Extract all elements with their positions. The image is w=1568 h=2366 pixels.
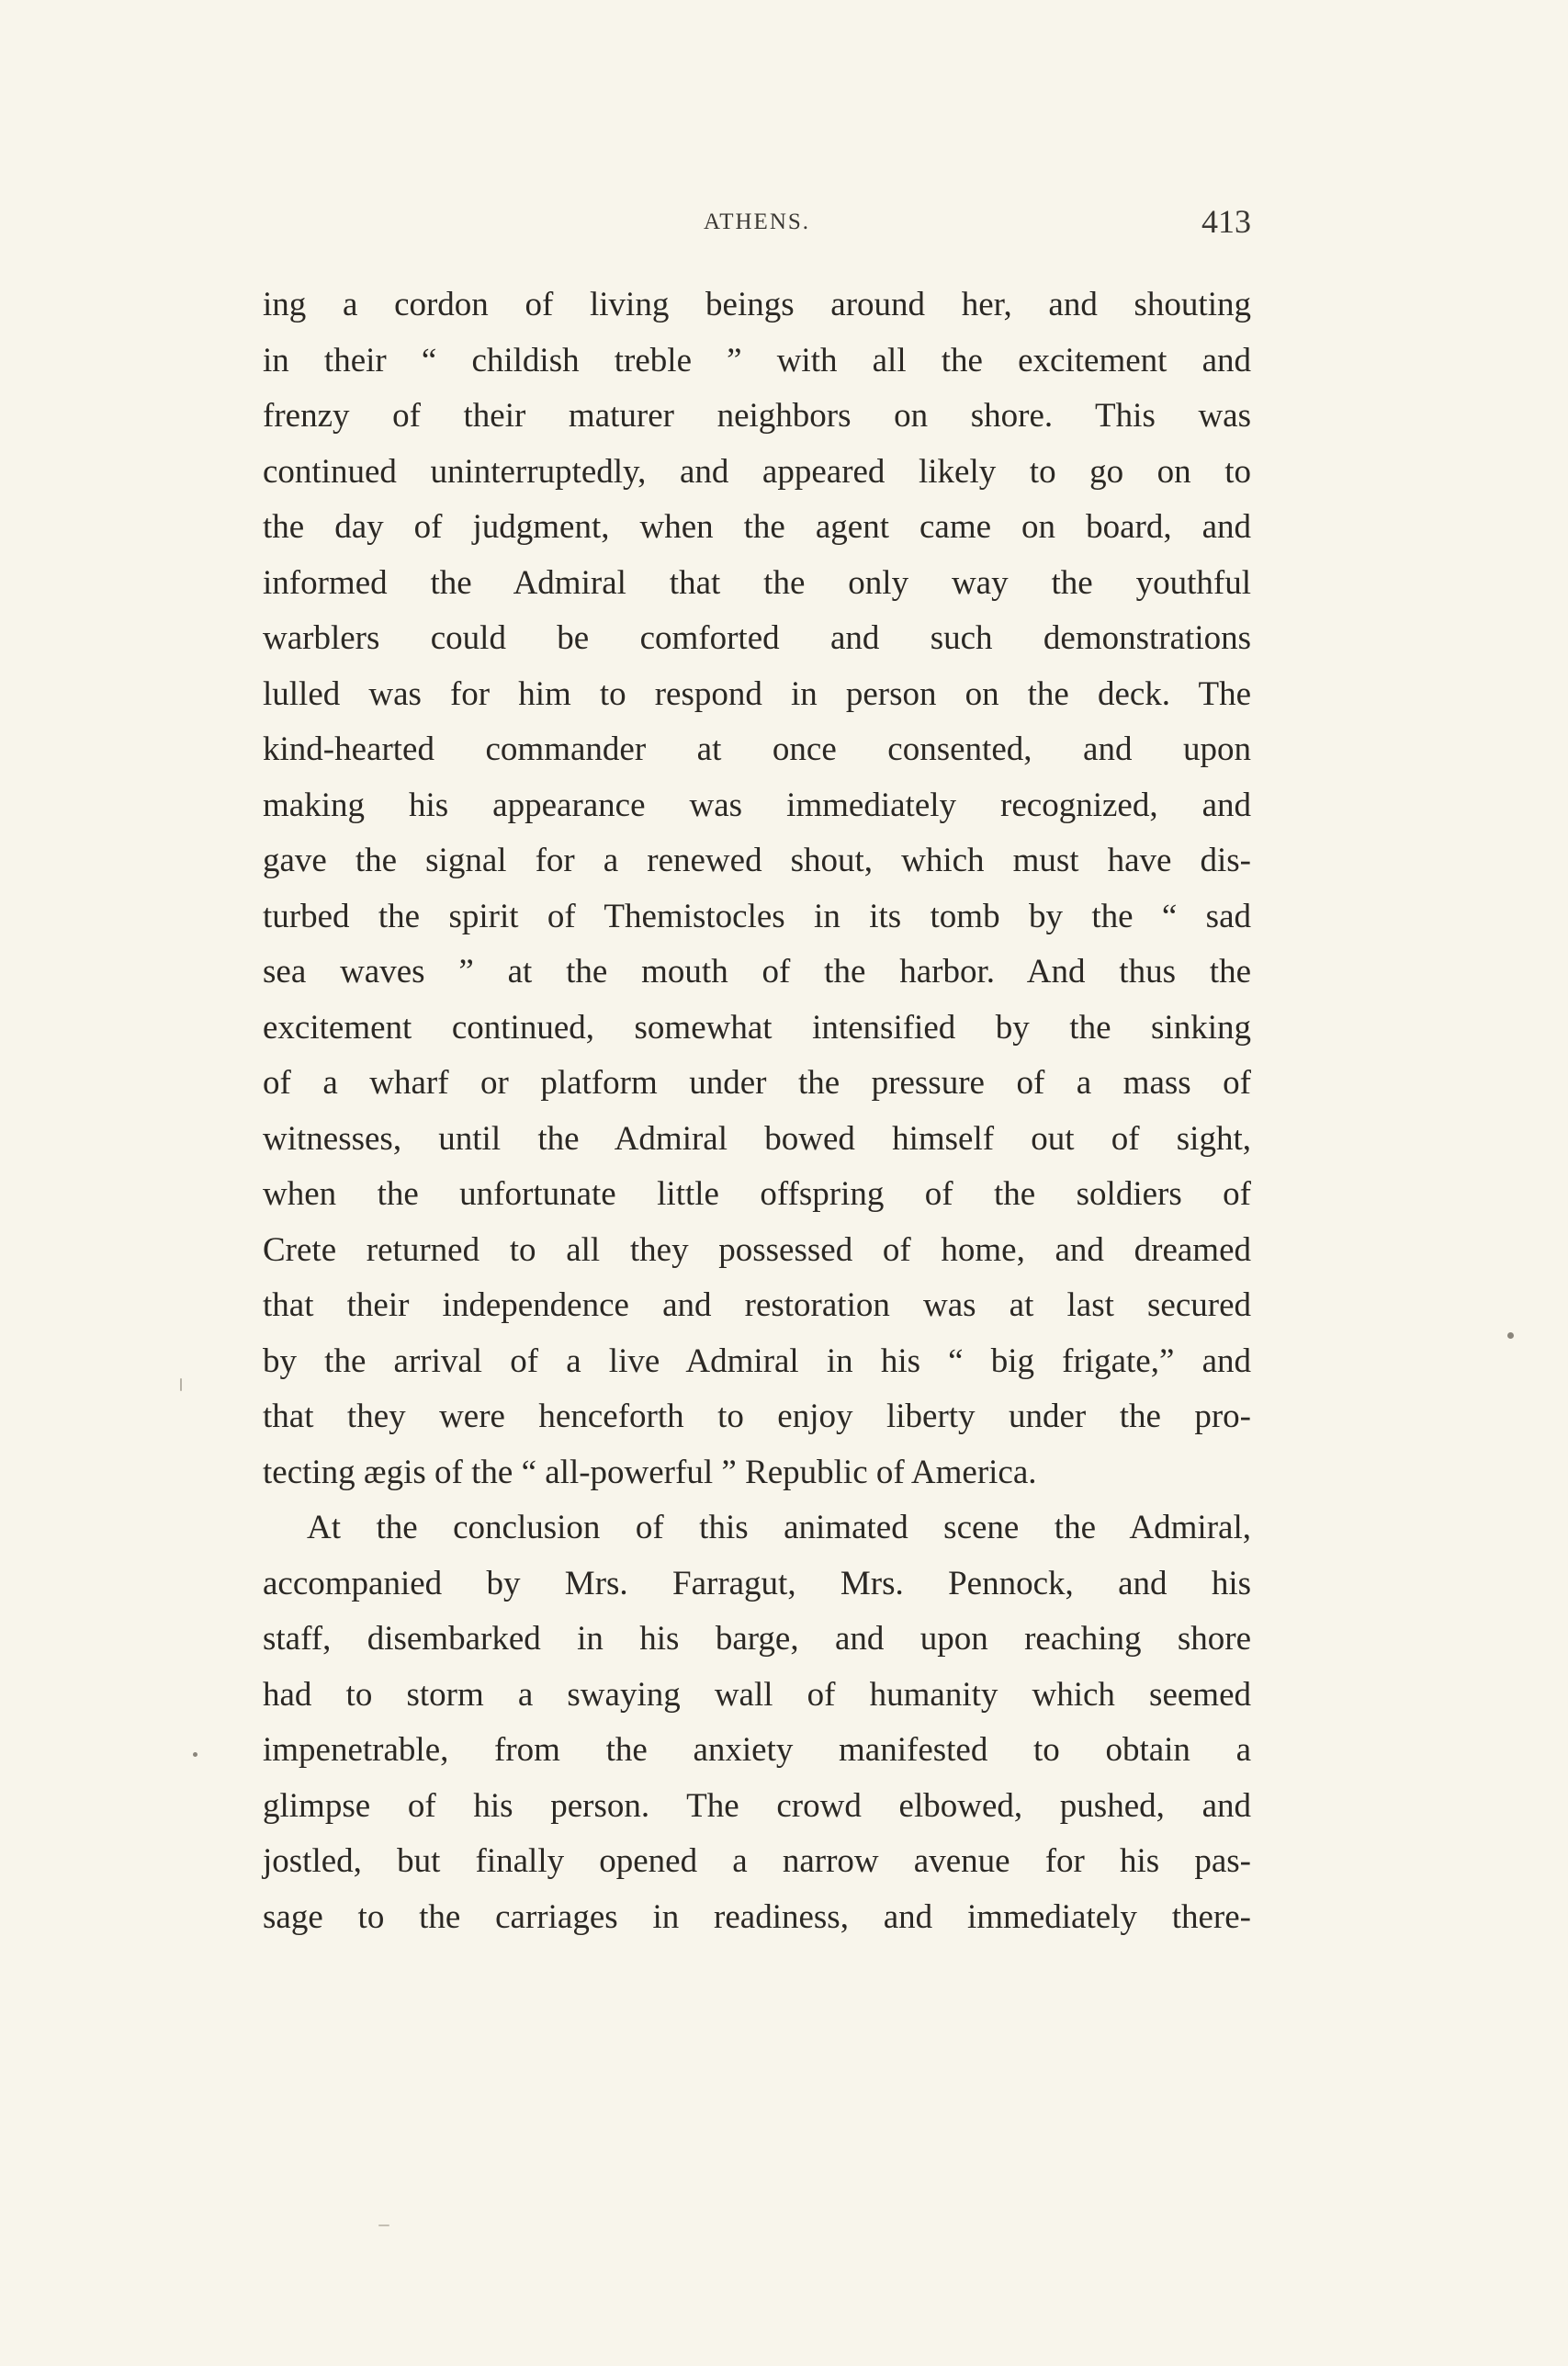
paper-speck: [378, 2224, 389, 2226]
text-line: jostled, but finally opened a narrow avenue for his pas-: [263, 1842, 1251, 1880]
text-line: of a wharf or platform under the pressure of a mass of: [263, 1064, 1251, 1102]
text-line: sea waves ” at the mouth of the harbor. And thus the: [263, 953, 1251, 991]
text-line: warblers could be comforted and such demonstrations: [263, 619, 1251, 657]
text-line: that they were henceforth to enjoy liberty under the pro-: [263, 1398, 1251, 1435]
text-line: At the conclusion of this animated scene the Admiral,: [307, 1509, 1251, 1546]
text-line: that their independence and restoration was at last secured: [263, 1286, 1251, 1324]
text-line: gave the signal for a renewed shout, which must have dis-: [263, 842, 1251, 879]
body-text: [263, 277, 1251, 1945]
text-line: sage to the carriages in readiness, and immediately there-: [263, 1897, 1251, 1936]
text-line: lulled was for him to respond in person on the deck. The: [263, 674, 1251, 713]
text-line: Crete returned to all they possessed of home, and dreamed: [263, 1230, 1251, 1269]
text-line: ing a cordon of living beings around her, and shouting: [263, 286, 1251, 323]
text-line: making his appearance was immediately recognized, and: [263, 786, 1251, 824]
paper-speck: [1507, 1332, 1514, 1339]
text-line: in their “ childish treble ” with all the excitement and: [263, 341, 1251, 379]
text-line: informed the Admiral that the only way the youthful: [263, 563, 1251, 602]
paper-speck: [193, 1752, 197, 1757]
running-head: [263, 203, 1251, 246]
text-line: staff, disembarked in his barge, and upon reaching shore: [263, 1620, 1251, 1658]
paper-speck: [180, 1378, 182, 1391]
text-line: had to storm a swaying wall of humanity which seemed: [263, 1675, 1251, 1714]
page-number: 413: [1201, 203, 1251, 240]
text-line: excitement continued, somewhat intensified by the sinking: [263, 1008, 1251, 1047]
text-line: continued uninterruptedly, and appeared likely to go on to: [263, 452, 1251, 491]
text-line: turbed the spirit of Themistocles in its tomb by the “ sad: [263, 897, 1251, 935]
text-line: glimpse of his person. The crowd elbowed, pushed, and: [263, 1786, 1251, 1825]
running-title: ATHENS.: [703, 209, 811, 234]
text-line: when the unfortunate little offspring of the soldiers of: [263, 1175, 1251, 1213]
text-line: kind-hearted commander at once consented, and upon: [263, 730, 1251, 768]
text-line: impenetrable, from the anxiety manifested to obtain a: [263, 1731, 1251, 1769]
text-line: the day of judgment, when the agent came on board, and: [263, 508, 1251, 546]
text-line: witnesses, until the Admiral bowed himself out of sight,: [263, 1119, 1251, 1158]
text-line: accompanied by Mrs. Farragut, Mrs. Pennock, and his: [263, 1564, 1251, 1602]
text-line: frenzy of their maturer neighbors on shore. This was: [263, 397, 1251, 435]
text-line: tecting ægis of the “ all-powerful ” Republic of America.: [263, 1453, 1037, 1491]
text-line: by the arrival of a live Admiral in his “ big frigate,” and: [263, 1341, 1251, 1380]
